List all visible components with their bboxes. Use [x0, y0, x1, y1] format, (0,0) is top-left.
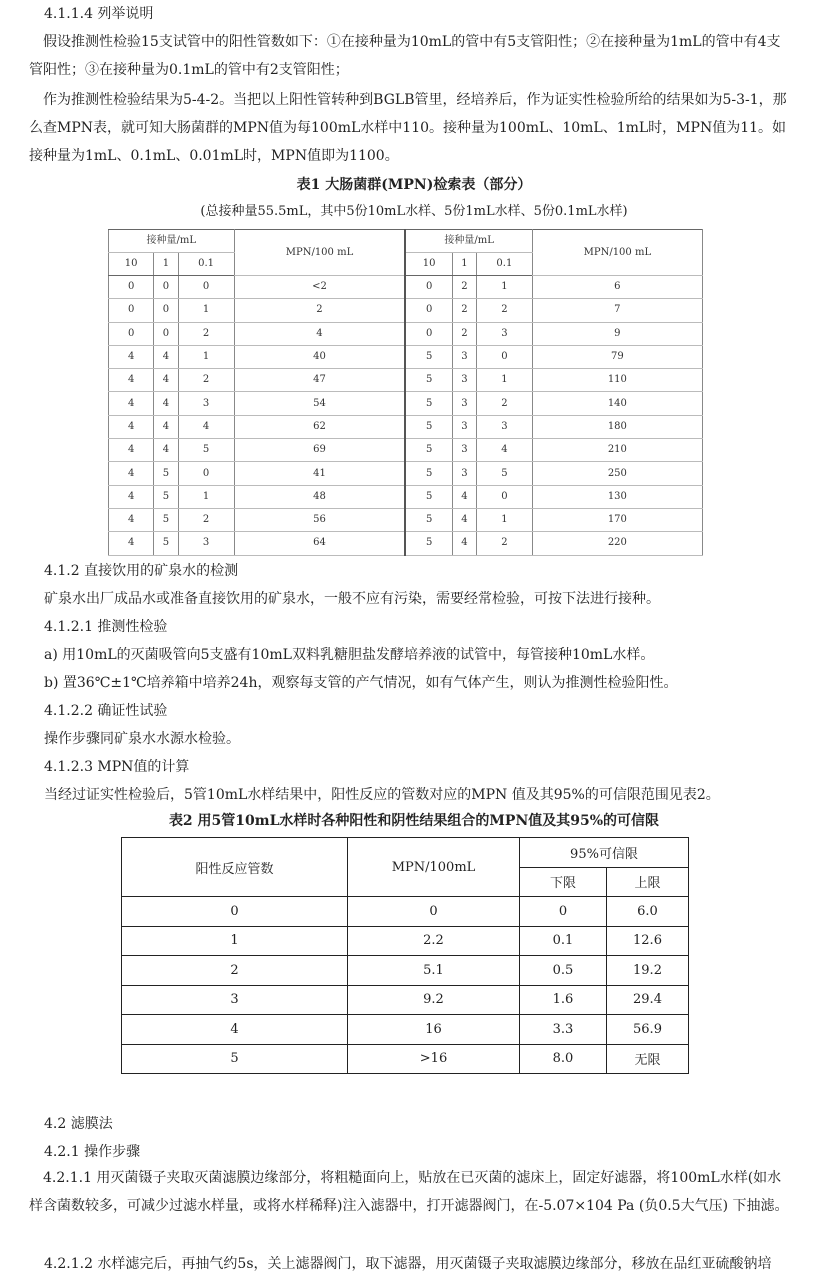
table-cell: 170 — [532, 508, 702, 531]
table-row — [109, 392, 703, 415]
table-cell: 7 — [532, 299, 702, 322]
table-cell: 4 — [178, 415, 234, 438]
paragraph-4211: 4.2.1.1 用灭菌镊子夹取灭菌滤膜边缘部分，将粗糙面向上，贴放在已灭菌的滤床上，固定好滤器，将100mL水样(如水样含菌数较多，可减少过滤水样量，或将水样稀释)注入滤器中，打开滤器阀门，在-5.07×104 Pa (负0.5大气压) 下抽滤。 — [29, 1170, 789, 1214]
table-cell: 2 — [234, 299, 405, 322]
table-cell: 4 — [154, 392, 178, 415]
table-cell: 0 — [109, 299, 154, 322]
table-cell: 0.5 — [520, 956, 607, 986]
header-upper-limit: 上限 — [607, 867, 689, 897]
table-cell: 3 — [477, 322, 533, 345]
table-cell: 4 — [109, 369, 154, 392]
table-cell: 3.3 — [520, 1015, 607, 1045]
mpn-header-right: MPN/100 mL — [532, 230, 702, 276]
table-cell: 2.2 — [348, 926, 520, 956]
section-heading-421: 4.2.1 操作步骤 — [44, 1144, 141, 1160]
table-cell: 5 — [154, 462, 178, 485]
table-cell: 12.6 — [607, 926, 689, 956]
table-row — [122, 985, 689, 1015]
table-row — [109, 276, 703, 299]
list-item-a: a) 用10mL的灭菌吸管向5支盛有10mL双料乳糖胆盐发酵培养液的试管中，每管接种10mL水样。 — [44, 647, 655, 663]
table-cell: 3 — [452, 369, 476, 392]
table-row — [109, 439, 703, 462]
sub-header-10-right: 10 — [405, 253, 452, 276]
table-row — [122, 1015, 689, 1045]
table-cell: 47 — [234, 369, 405, 392]
table-cell: 180 — [532, 415, 702, 438]
table-cell: 1 — [477, 276, 533, 299]
table-cell: 0 — [405, 299, 452, 322]
table-cell: 3 — [452, 345, 476, 368]
table-cell: 2 — [477, 532, 533, 555]
table1-title: 表1 大肠菌群(MPN)检索表（部分） — [296, 177, 532, 193]
table1-subtitle: (总接种量55.5mL，其中5份10mL水样、5份1mL水样、5份0.1mL水样) — [200, 204, 628, 219]
table-cell: 4 — [109, 508, 154, 531]
table-cell: 210 — [532, 439, 702, 462]
table-cell: 9.2 — [348, 985, 520, 1015]
table-cell: 1 — [178, 345, 234, 368]
table-cell: 4 — [452, 485, 476, 508]
table-row — [109, 532, 703, 555]
table-row — [109, 462, 703, 485]
paragraph-4212: 4.2.1.2 水样滤完后，再抽气约5s，关上滤器阀门，取下滤器，用灭菌镊子夹取滤膜边缘部分，移放在品红亚硫酸钠培 — [44, 1256, 772, 1272]
table-cell: 2 — [452, 299, 476, 322]
table-cell: 5 — [405, 508, 452, 531]
table-cell: 19.2 — [607, 956, 689, 986]
section-heading-4114: 4.1.1.4 列举说明 — [44, 6, 154, 22]
table-cell: 0 — [520, 897, 607, 927]
mpn-lookup-table — [108, 229, 703, 556]
table-cell: 0 — [178, 462, 234, 485]
table-cell: 5 — [405, 462, 452, 485]
table-cell: 2 — [122, 956, 348, 986]
table-cell: 0 — [477, 485, 533, 508]
table-cell: 2 — [178, 322, 234, 345]
table-cell: 29.4 — [607, 985, 689, 1015]
table-cell: 3 — [178, 392, 234, 415]
table-cell: 无限 — [607, 1044, 689, 1074]
table-cell: 4 — [452, 508, 476, 531]
table-cell: 4 — [234, 322, 405, 345]
table-cell: 5.1 — [348, 956, 520, 986]
table-cell: 1 — [122, 926, 348, 956]
table-cell: 16 — [348, 1015, 520, 1045]
table-cell: 79 — [532, 345, 702, 368]
table-row — [109, 345, 703, 368]
sub-header-01-left: 0.1 — [178, 253, 234, 276]
paragraph-confirm-steps: 操作步骤同矿泉水水源水检验。 — [44, 731, 240, 747]
sub-header-1-left: 1 — [154, 253, 178, 276]
table-cell: 110 — [532, 369, 702, 392]
table-cell: 0 — [122, 897, 348, 927]
table-cell: 1 — [477, 369, 533, 392]
table-row — [109, 415, 703, 438]
table-cell: 5 — [154, 508, 178, 531]
table-cell: 4 — [109, 485, 154, 508]
table-cell: 3 — [477, 415, 533, 438]
table-cell: 6.0 — [607, 897, 689, 927]
table-row — [122, 897, 689, 927]
table-cell: 4 — [109, 392, 154, 415]
table-row — [122, 956, 689, 986]
table-cell: 5 — [405, 369, 452, 392]
table-cell: 220 — [532, 532, 702, 555]
table-cell: 0 — [154, 299, 178, 322]
table-row — [122, 926, 689, 956]
table-cell: 0 — [178, 276, 234, 299]
header-lower-limit: 下限 — [520, 867, 607, 897]
table-cell: 4 — [154, 415, 178, 438]
table-row — [109, 508, 703, 531]
sub-header-10-left: 10 — [109, 253, 154, 276]
table-cell: 0 — [477, 345, 533, 368]
table-cell: 1.6 — [520, 985, 607, 1015]
table-cell: 3 — [122, 985, 348, 1015]
confidence-limit-table — [121, 837, 689, 1074]
table-cell: 0.1 — [520, 926, 607, 956]
table-cell: 8.0 — [520, 1044, 607, 1074]
group-header-left: 接种量/mL — [109, 230, 235, 253]
table-cell: 1 — [477, 508, 533, 531]
table-cell: 3 — [178, 532, 234, 555]
table-cell: 0 — [109, 276, 154, 299]
header-positive-tubes: 阳性反应管数 — [122, 838, 348, 897]
table-cell: 4 — [109, 439, 154, 462]
table-cell: 64 — [234, 532, 405, 555]
table-cell: 4 — [154, 369, 178, 392]
table-cell: 0 — [109, 322, 154, 345]
list-item-b: b) 置36℃±1℃培养箱中培养24h，观察每支管的产气情况，如有气体产生，则认为推测性检验阳性。 — [44, 675, 678, 691]
section-heading-4123: 4.1.2.3 MPN值的计算 — [44, 759, 190, 775]
table-cell: 5 — [405, 415, 452, 438]
table-cell: 5 — [154, 532, 178, 555]
table-row — [122, 1044, 689, 1074]
table-cell: 41 — [234, 462, 405, 485]
table-cell: 4 — [109, 415, 154, 438]
table-cell: 3 — [452, 439, 476, 462]
table-cell: 0 — [154, 276, 178, 299]
table-cell: 4 — [109, 532, 154, 555]
paragraph-mpn-calc: 当经过证实性检验后，5管10mL水样结果中，阳性反应的管数对应的MPN 值及其95%的可信限范围见表2。 — [44, 787, 720, 803]
table-cell: 4 — [109, 462, 154, 485]
section-heading-42: 4.2 滤膜法 — [44, 1116, 113, 1132]
table-cell: 3 — [452, 415, 476, 438]
table-cell: 5 — [405, 345, 452, 368]
table-cell: 5 — [405, 485, 452, 508]
sub-header-1-right: 1 — [452, 253, 476, 276]
table-cell: 4 — [154, 345, 178, 368]
table-cell: 56 — [234, 508, 405, 531]
table-cell: 6 — [532, 276, 702, 299]
table-row — [109, 485, 703, 508]
paragraph-hypothesis: 假设推测性检验15支试管中的阳性管数如下：①在接种量为10mL的管中有5支管阳性；②在接种量为1mL的管中有4支管阳性；③在接种量为0.1mL的管中有2支管阳性； — [29, 34, 781, 78]
table-cell: 62 — [234, 415, 405, 438]
table-cell: 2 — [477, 392, 533, 415]
table-cell: 1 — [178, 299, 234, 322]
table-cell: 3 — [452, 462, 476, 485]
sub-header-01-right: 0.1 — [477, 253, 533, 276]
table-cell: 4 — [452, 532, 476, 555]
table-cell: >16 — [348, 1044, 520, 1074]
table-cell: 48 — [234, 485, 405, 508]
group-header-right: 接种量/mL — [405, 230, 532, 253]
table-cell: 4 — [477, 439, 533, 462]
section-heading-4122: 4.1.2.2 确证性试验 — [44, 703, 168, 719]
table-cell: 54 — [234, 392, 405, 415]
table-cell: 56.9 — [607, 1015, 689, 1045]
table-cell: 0 — [405, 322, 452, 345]
table-cell: 2 — [452, 322, 476, 345]
header-mpn: MPN/100mL — [348, 838, 520, 897]
header-95-confidence: 95%可信限 — [520, 838, 689, 868]
table-cell: 5 — [405, 439, 452, 462]
table-cell: 3 — [452, 392, 476, 415]
paragraph-mineral-water: 矿泉水出厂成品水或准备直接饮用的矿泉水，一般不应有污染，需要经常检验，可按下法进行接种。 — [44, 591, 660, 607]
table-cell: 2 — [477, 299, 533, 322]
table-cell: 5 — [122, 1044, 348, 1074]
table-cell: 4 — [122, 1015, 348, 1045]
table-cell: 2 — [178, 508, 234, 531]
table-row — [109, 369, 703, 392]
table-cell: 5 — [405, 392, 452, 415]
table-row — [109, 322, 703, 345]
table-cell: 5 — [178, 439, 234, 462]
table-cell: 5 — [477, 462, 533, 485]
table-cell: 40 — [234, 345, 405, 368]
table-cell: 130 — [532, 485, 702, 508]
table-cell: 4 — [109, 345, 154, 368]
table-cell: 250 — [532, 462, 702, 485]
section-heading-4121: 4.1.2.1 推测性检验 — [44, 619, 168, 635]
table-cell: 0 — [405, 276, 452, 299]
table-cell: 4 — [154, 439, 178, 462]
table-cell: 0 — [348, 897, 520, 927]
table-cell: 140 — [532, 392, 702, 415]
mpn-header-left: MPN/100 mL — [234, 230, 405, 276]
table-cell: 1 — [178, 485, 234, 508]
table-cell: 5 — [154, 485, 178, 508]
table-cell: 2 — [452, 276, 476, 299]
section-heading-412: 4.1.2 直接饮用的矿泉水的检测 — [44, 563, 239, 579]
paragraph-result-example: 作为推测性检验结果为5-4-2。当把以上阳性管转种到BGLB管里，经培养后，作为证实性检验所给的结果如为5-3-1，那么查MPN表，就可知大肠菌群的MPN值为每100mL水样中110。接种量为100mL、10mL、1mL时，MPN值为11。如接种量为1mL、0.1mL、0.01mL时，MPN值即为1100。 — [29, 92, 787, 164]
table-cell: 69 — [234, 439, 405, 462]
table-cell: 5 — [405, 532, 452, 555]
table-cell: 0 — [154, 322, 178, 345]
table-row — [109, 299, 703, 322]
table2-title: 表2 用5管10mL水样时各种阳性和阴性结果组合的MPN值及其95%的可信限 — [168, 813, 660, 829]
table-cell: 9 — [532, 322, 702, 345]
table-cell: <2 — [234, 276, 405, 299]
table-cell: 2 — [178, 369, 234, 392]
